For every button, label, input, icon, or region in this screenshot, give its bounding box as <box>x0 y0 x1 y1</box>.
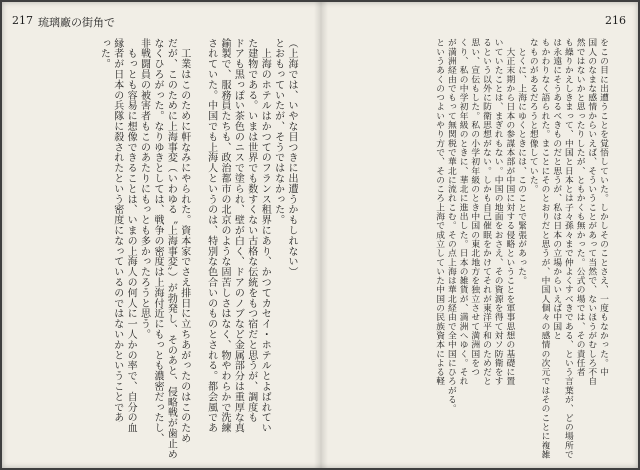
text-column: るという以外に防衛思想がない。しかも自己催眠をかけてそれが東洋平和のためだと <box>480 38 491 386</box>
text-column: 工業はこのために軒なみにやられた。資本家でさえ排日に立ちあがったのはこのため <box>178 38 190 444</box>
running-head: 琉璃廠の街角で <box>38 16 115 29</box>
text-column: 大正末期から日本の参謀本部が中国に対する侵略ということを軍事思想の基礎に置 <box>504 38 515 386</box>
text-column: 鍮製で、服務員たちも、政治都市の北京のような固苦しさはなく、物やわらかで洗練 <box>218 38 230 434</box>
text-column: くり、私の中学初年級のときに、華北に進出した。日本の雑貨が、満洲へゆく。それ <box>457 38 468 386</box>
text-column: もかわりなく語られた。まことにそのとおりだと思うが、中国人個々の感情の次元ではそのことに複雑 <box>539 38 550 459</box>
text-column: ドアも黒っぽい茶色のニスで塗られ、壁が白く、ドアのノブなど金属部分は重厚な真 <box>232 38 244 434</box>
text-column: いていたことは、まぎれもない。中国の地面をおさえ、その資源を得て対ソ防衛をす <box>492 38 503 386</box>
text-column: も繰りかえしきまって、中国と日本とは子々孫々まで仲よくすべきである、という言葉が、どの場所で <box>562 38 573 459</box>
text-column: 非戦闘員の被害者もこのあたりにもっとも多かったろうと思う。 <box>138 38 150 340</box>
text-column: なくひろがった。なりゆきとしては、戦争の密度は上海付近にもっとも濃密だったし、 <box>151 38 163 444</box>
text-column: 縁者が日本の兵隊に殺されたという密度になっているのではないかということであ <box>111 38 123 423</box>
right-page-body <box>432 38 608 458</box>
right-page <box>324 2 638 468</box>
text-column: （上海では、いやな目つきに出遭うかもしれない） <box>286 38 297 278</box>
text-column: 上海のホテルはかつてのフランス租界にあり、かつてカセイ・ホテルとよばれてい <box>259 38 271 434</box>
left-page <box>2 2 316 468</box>
blank-column <box>191 38 204 458</box>
text-column: が満洲経由でもって無関税で華北に流れこむ。その点上海は華北経由で全中国にひろがる。 <box>445 38 456 414</box>
page-number-right: 216 <box>605 14 626 27</box>
text-column: をこの目に出遭うことを覚悟していた。しかしそのことさえ、一度もなかった。中 <box>598 38 608 377</box>
text-column: った。 <box>98 38 110 70</box>
text-column: とおもっていたが、そうではなかった。 <box>272 38 284 226</box>
text-column: は永遠にそうあるべきものだと思うが、私は日本の立場からいえば中国と <box>551 38 562 340</box>
text-column: もっとも容易に想像できることは、いまの上海人の何人に一人かの率で、自分の血 <box>125 38 137 434</box>
text-column: た建物である。いまは世界でも数すくない古格な伝統をもつ宿だと思うが、調度も <box>245 38 257 423</box>
text-column: 国人のなまな感情からいえば、そういうことがあって当然で、ないほうがむしろ不自 <box>586 38 597 386</box>
book-spread <box>2 2 638 468</box>
left-page-body <box>97 38 298 458</box>
text-column: されていた。中国でも上海人というのは、特別な色合いのものとされる。都会風であ <box>205 38 217 434</box>
page-number-left: 217 <box>12 14 33 27</box>
text-column: なものがあるだろうと想像していた。 <box>527 38 538 194</box>
text-column: だが、このために上海事変（いわゆる〝上海事変〟）が勃発し、そのあと、侵略戦が歯止め <box>165 38 177 460</box>
text-column: というあくのつよいやり方で、そのころ上海で成立していた中国の民族資本による軽 <box>434 38 445 386</box>
text-column: とくに、上海にゆくときには、このことで緊張があった。 <box>516 38 527 286</box>
text-column: 然ではないかと思ったりしたが、ともかくも無かった。公式の場では、その責任者 <box>574 38 585 377</box>
text-column: 思い、宣伝もした。私の小学初年級のとき中国の東北地方を独立させて満洲国をつ <box>469 38 480 377</box>
